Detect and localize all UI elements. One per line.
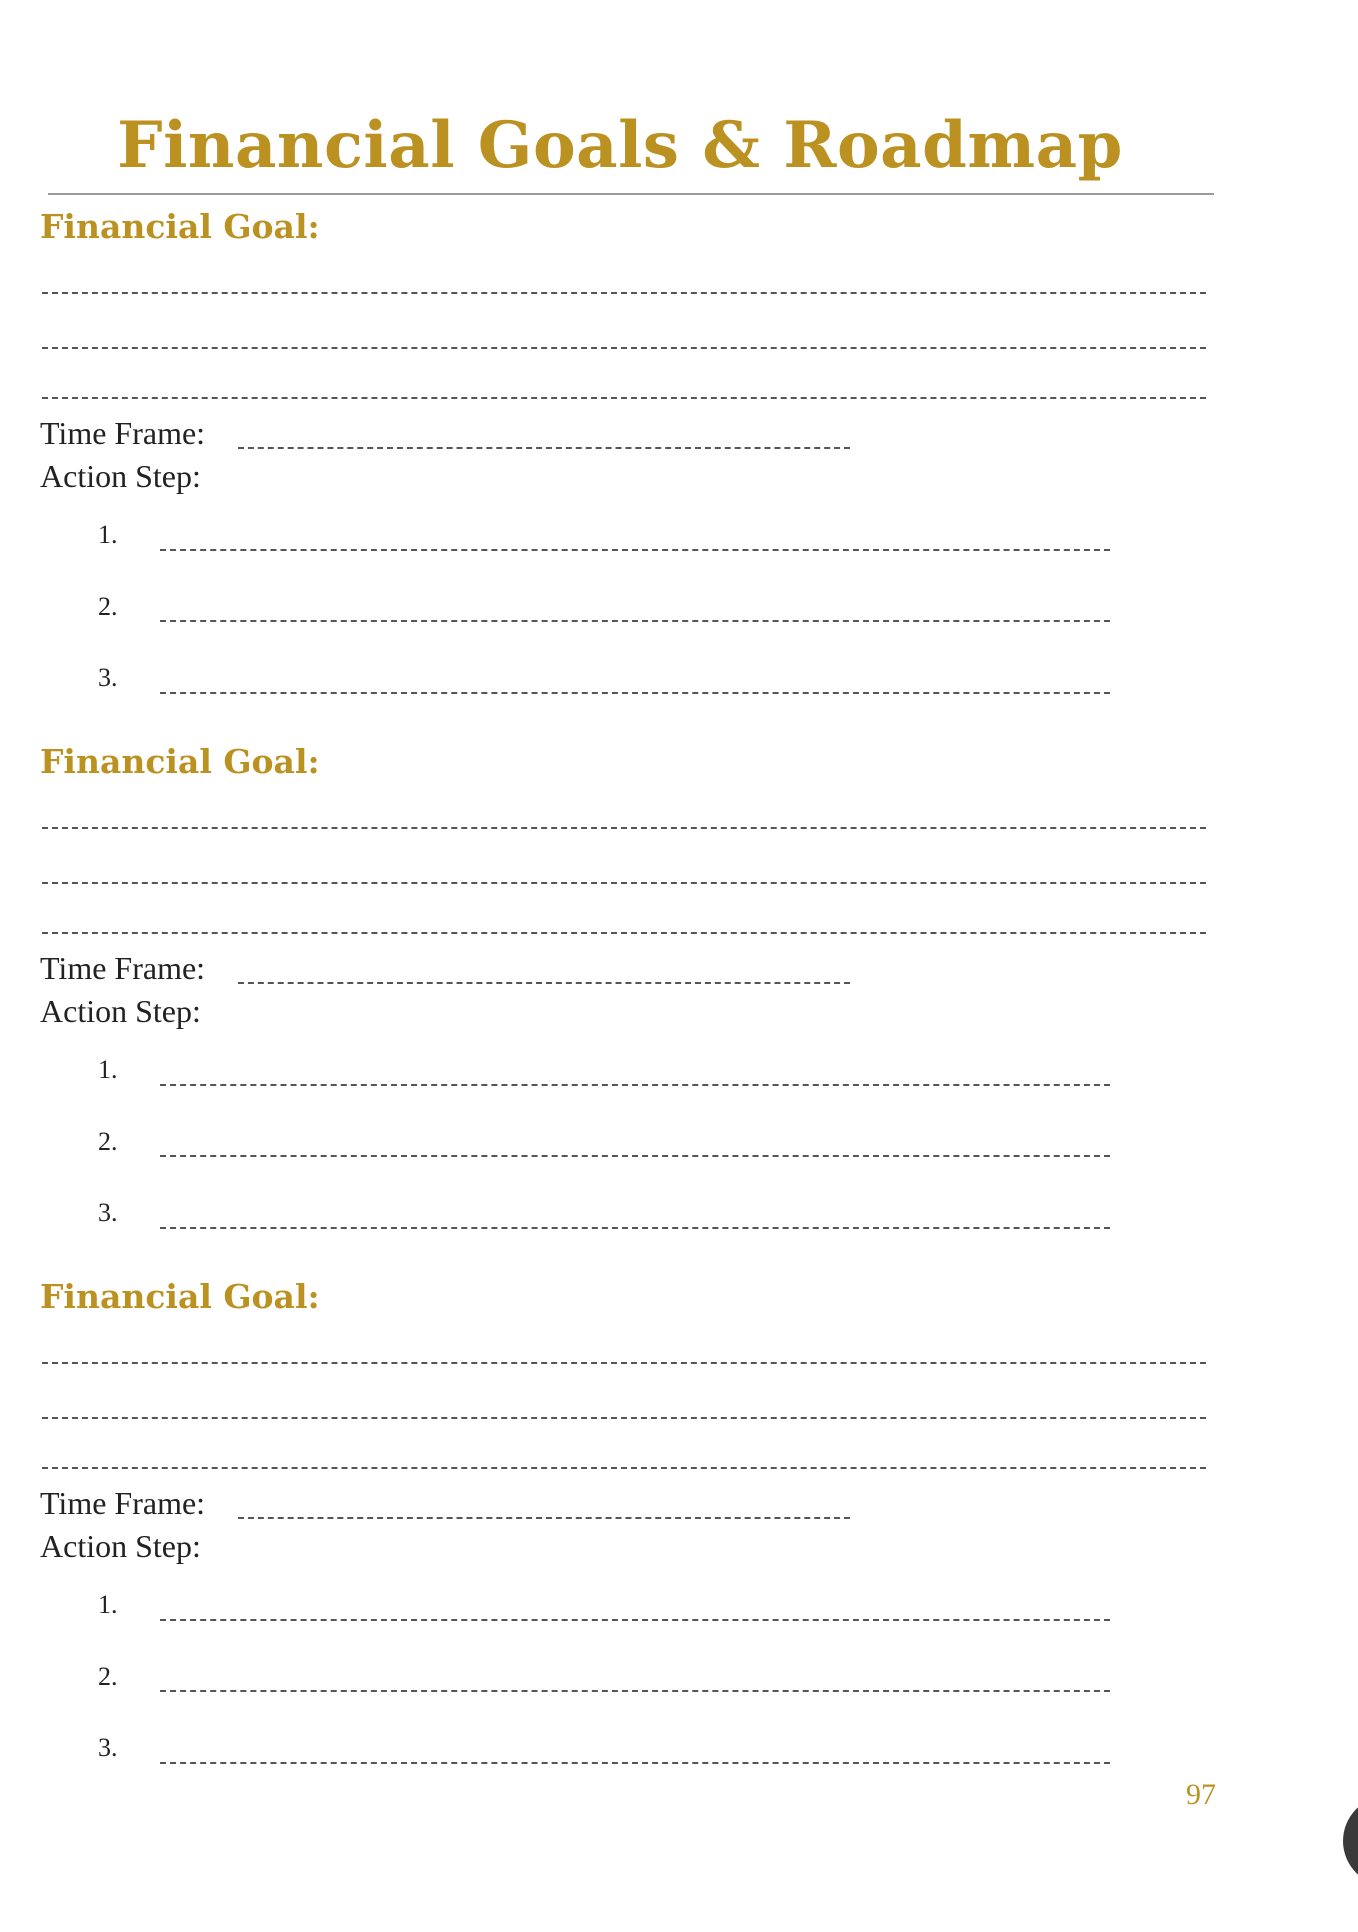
goal-write-line-3[interactable] — [42, 932, 1206, 934]
goal-write-line-1[interactable] — [42, 292, 1206, 294]
goal-write-line-2[interactable] — [42, 882, 1206, 884]
financial-goal-heading: Financial Goal: — [40, 207, 320, 246]
action-step-label: Action Step: — [40, 458, 201, 494]
time-frame-write-line[interactable] — [238, 447, 850, 449]
action-step-1-write-line[interactable] — [160, 549, 1110, 551]
action-step-label: Action Step: — [40, 1528, 201, 1564]
financial-goal-heading: Financial Goal: — [40, 1277, 320, 1316]
goal-write-line-1[interactable] — [42, 827, 1206, 829]
goal-section-1 — [40, 207, 1210, 740]
step-number: 1. — [98, 520, 118, 549]
action-step-label: Action Step: — [40, 993, 201, 1029]
goal-section-3 — [40, 1277, 1210, 1810]
action-step-2-write-line[interactable] — [160, 620, 1110, 622]
goal-write-line-2[interactable] — [42, 1417, 1206, 1419]
time-frame-label: Time Frame: — [40, 415, 206, 451]
time-frame-write-line[interactable] — [238, 982, 850, 984]
step-number: 2. — [98, 592, 118, 621]
action-step-3-write-line[interactable] — [160, 1227, 1110, 1229]
step-number: 2. — [98, 1127, 118, 1156]
action-step-2-write-line[interactable] — [160, 1155, 1110, 1157]
goal-section-2 — [40, 742, 1210, 1275]
page-title: Financial Goals & Roadmap — [117, 108, 1123, 183]
step-number: 3. — [98, 663, 118, 692]
action-step-3-write-line[interactable] — [160, 1762, 1110, 1764]
page-number: 97 — [1186, 1778, 1216, 1811]
goal-write-line-3[interactable] — [42, 1467, 1206, 1469]
goal-write-line-1[interactable] — [42, 1362, 1206, 1364]
time-frame-write-line[interactable] — [238, 1517, 850, 1519]
action-step-1-write-line[interactable] — [160, 1084, 1110, 1086]
step-number: 1. — [98, 1055, 118, 1084]
step-number: 1. — [98, 1590, 118, 1619]
floating-action-button[interactable] — [1343, 1796, 1358, 1886]
financial-goal-heading: Financial Goal: — [40, 742, 320, 781]
action-step-3-write-line[interactable] — [160, 692, 1110, 694]
action-step-2-write-line[interactable] — [160, 1690, 1110, 1692]
step-number: 2. — [98, 1662, 118, 1691]
step-number: 3. — [98, 1733, 118, 1762]
time-frame-label: Time Frame: — [40, 1485, 206, 1521]
goal-write-line-3[interactable] — [42, 397, 1206, 399]
goal-write-line-2[interactable] — [42, 347, 1206, 349]
step-number: 3. — [98, 1198, 118, 1227]
time-frame-label: Time Frame: — [40, 950, 206, 986]
title-divider — [48, 193, 1214, 195]
action-step-1-write-line[interactable] — [160, 1619, 1110, 1621]
